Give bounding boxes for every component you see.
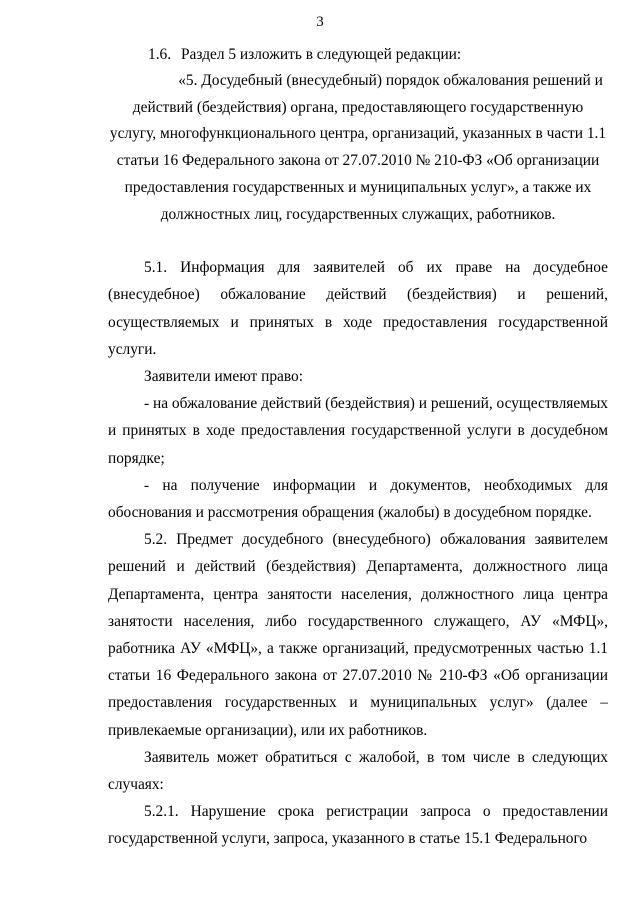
paragraph-5-2: 5.2. Предмет досудебного (внесудебного) обжалования заявителем решений и действий (бездействия) Департамента, должностного лица Департамента, центра занятости населения, должностного лица центра занятости населения, либо государственного служащего, АУ «МФЦ», работника АУ «МФЦ», а также организаций, предусмотренных частью 1.1 статьи 16 Федерального закона от 27.07.2010 № 210-ФЗ «Об организации предоставления государственных и муниципальных услуг» (далее – привлекаемые организации), или их работников. [108, 531, 608, 739]
page-number: 3 [316, 14, 324, 30]
section-5-title-rest: действий (бездействия) органа, предоставляющего государственную услугу, многофункционального центра, организаций, указанных в части 1.1 статьи 16 Федерального закона от 27.07.2010 № 210-ФЗ «Об организации предоставления государственных и муниципальных услуг», а также их должностных лиц, государственных служащих, работников. [109, 98, 607, 223]
paragraph-right-appeal: - на обжалование действий (бездействия) и решений, осуществляемых и принятых в ходе предоставления государственной услуги в досудебном порядке; [108, 395, 608, 467]
paragraph-right-information: - на получение информации и документов, необходимых для обоснования и рассмотрения обращения (жалобы) в досудебном порядке. [108, 476, 608, 522]
item-1-6 [108, 42, 608, 68]
paragraph-5-2-1: 5.2.1. Нарушение срока регистрации запроса о предоставлении государственной услуги, запроса, указанного в статье 15.1 Федерального [108, 803, 608, 848]
paragraph-rights-intro: Заявители имеют право: [144, 368, 304, 386]
paragraph-5-1: 5.1. Информация для заявителей об их праве на досудебное (внесудебное) обжалование действий (бездействия) и решений, осуществляемых и принятых в ходе предоставления государственной услуги. [108, 259, 608, 358]
section-5-title [108, 68, 608, 228]
item-1-6-text: Раздел 5 изложить в следующей редакции: [181, 46, 462, 63]
item-1-6-number: 1.6. [148, 46, 172, 63]
paragraph-gap [108, 228, 608, 254]
section-5-title-line-1: «5. Досудебный (внесудебный) порядок обжалования решений и [178, 72, 603, 89]
paragraph-cases-intro: Заявитель может обратиться с жалобой, в том числе в следующих случаях: [108, 748, 608, 794]
document-body [108, 42, 608, 853]
